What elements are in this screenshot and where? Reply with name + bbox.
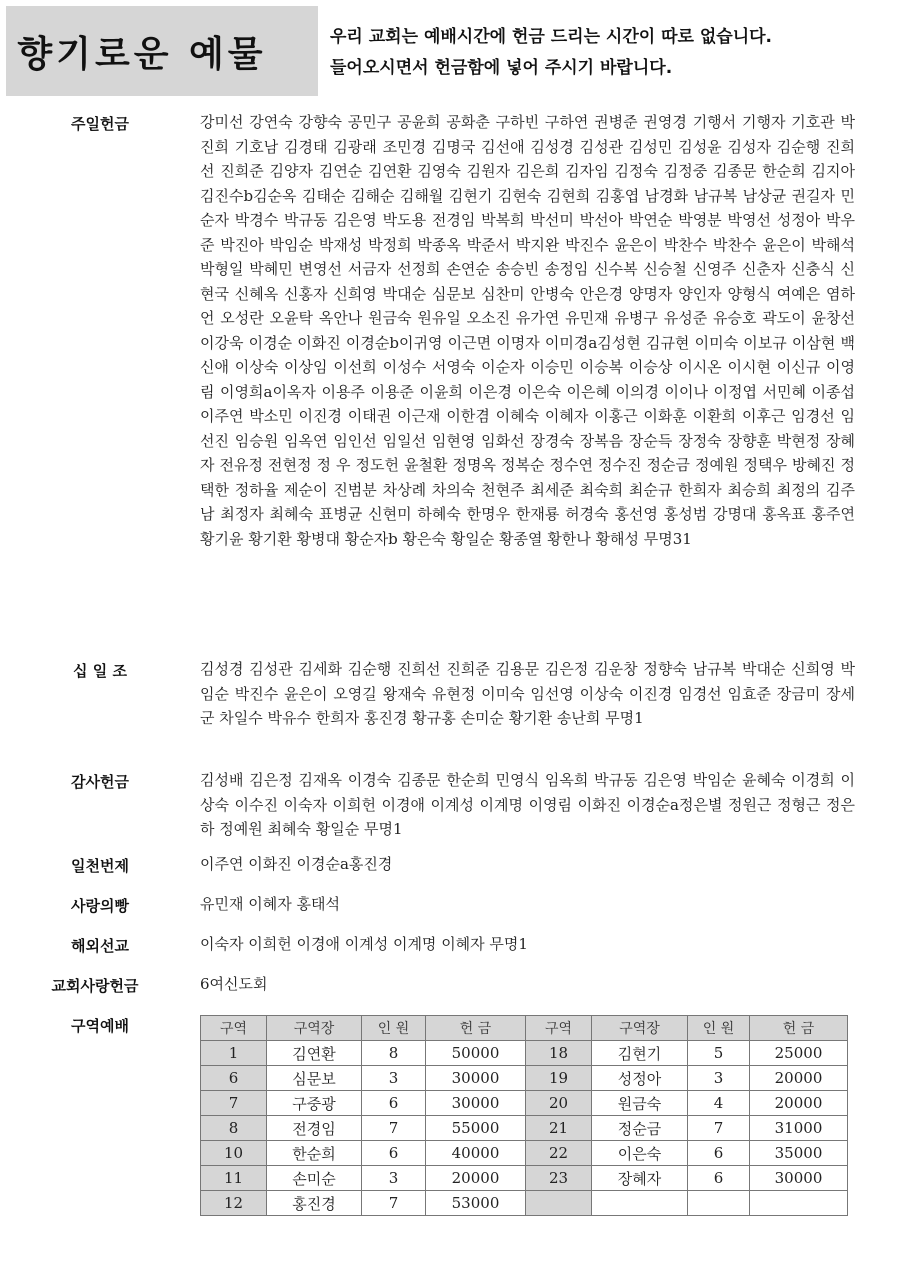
section-label: 일천번제 [71, 857, 129, 875]
cell-empty [688, 1191, 750, 1216]
cell-district: 10 [201, 1141, 267, 1166]
cell-offering: 30000 [426, 1066, 526, 1091]
cell-offering: 25000 [750, 1041, 848, 1066]
cell-district: 12 [201, 1191, 267, 1216]
section-names: 유민재 이혜자 홍태석 [200, 895, 340, 913]
cell-offering: 31000 [750, 1116, 848, 1141]
district-table [200, 1015, 848, 1216]
cell-members: 3 [362, 1066, 426, 1091]
cell-leader: 구중광 [267, 1091, 362, 1116]
cell-offering: 30000 [426, 1091, 526, 1116]
header-district: 구역 [201, 1016, 267, 1041]
header-members: 인 원 [362, 1016, 426, 1041]
cell-members: 3 [688, 1066, 750, 1091]
section-label: 구역예배 [71, 1017, 129, 1035]
section-names: 이주연 이화진 이경순a홍진경 [200, 855, 393, 873]
header-leader: 구역장 [592, 1016, 688, 1041]
header-members: 인 원 [688, 1016, 750, 1041]
cell-leader: 전경임 [267, 1116, 362, 1141]
cell-district: 11 [201, 1166, 267, 1191]
table-row [201, 1091, 848, 1116]
header-district: 구역 [526, 1016, 592, 1041]
cell-offering: 20000 [750, 1091, 848, 1116]
cell-district: 1 [201, 1041, 267, 1066]
cell-leader: 정순금 [592, 1116, 688, 1141]
cell-leader: 손미순 [267, 1166, 362, 1191]
table-row [201, 1116, 848, 1141]
header-leader: 구역장 [267, 1016, 362, 1041]
cell-offering: 50000 [426, 1041, 526, 1066]
cell-offering: 30000 [750, 1166, 848, 1191]
notice-line-2: 들어오시면서 헌금함에 넣어 주시기 바랍니다. [330, 58, 673, 78]
cell-district: 6 [201, 1066, 267, 1091]
table-row [201, 1041, 848, 1066]
cell-offering: 20000 [426, 1166, 526, 1191]
cell-empty [526, 1191, 592, 1216]
cell-leader: 김현기 [592, 1041, 688, 1066]
cell-members: 6 [362, 1141, 426, 1166]
section-names: 김성경 김성관 김세화 김순행 진희선 진희준 김용문 김은정 김운창 정향숙 남규복 박대순 신희영 박임순 박진수 윤은이 오영길 왕재숙 유현정 이미숙 임선영 이상숙 이진경 임경선 임효준 장금미 장세군 차일수 박유수 한희자 홍진경 황규홍 손미순 황기환 송난희 무명1 [200, 660, 855, 727]
section-names: 이숙자 이희헌 이경애 이계성 이계명 이혜자 무명1 [200, 935, 528, 953]
notice [330, 22, 890, 84]
cell-members: 6 [362, 1091, 426, 1116]
cell-offering: 35000 [750, 1141, 848, 1166]
cell-members: 4 [688, 1091, 750, 1116]
cell-empty [750, 1191, 848, 1216]
table-row [201, 1141, 848, 1166]
cell-leader: 한순희 [267, 1141, 362, 1166]
cell-leader: 심문보 [267, 1066, 362, 1091]
header-offering: 헌 금 [750, 1016, 848, 1041]
title-box [6, 6, 318, 96]
section-label: 사랑의빵 [71, 897, 129, 915]
cell-district: 21 [526, 1116, 592, 1141]
cell-members: 7 [362, 1191, 426, 1216]
table-row [201, 1166, 848, 1191]
cell-offering: 40000 [426, 1141, 526, 1166]
section-names: 강미선 강연숙 강향숙 공민구 공윤희 공화춘 구하빈 구하연 권병준 권영경 기행서 기행자 기호관 박진희 기호남 김경태 김광래 조민경 김명국 김선애 김성경 김성관 김성민 김성윤 김성자 김순행 진희선 진희준 김양자 김연순 김연환 김영숙 김원자 김은희 김자임 김정숙 김정중 김종문 한순희 김지아 김진수b김순옥 김태순 김해순 김해월 김현기 김현숙 김현희 김홍엽 남경화 남규복 남상균 권길자 민순자 박경수 박규동 김은영 박도용 전경임 박복희 박선미 박선아 박연순 박영분 박영선 성정아 박우준 박진아 박임순 박재성 박정희 박종옥 박준서 박지완 박진수 윤은이 박찬수 박찬수 윤은이 박해석 박형일 박혜민 변영선 서금자 선정희 손연순 송승빈 송정임 신수복 신승철 신영주 신춘자 신충식 신현국 신혜옥 신홍자 신희영 박대순 심문보 심찬미 안병숙 안은경 양명자 양인자 양형식 여예은 염하언 오성란 오윤탁 옥안나 원금숙 원유일 오소진 유가연 유민재 유병구 유성준 유승호 곽도이 윤창선 이강욱 이경순 이화진 이경순b이귀영 이근면 이명자 이미경a김성현 김규현 이미숙 이보규 이삼현 백신애 이상숙 이상임 이선희 이성수 서영숙 이순자 이승민 이승복 이승상 이시온 이시현 이신규 이영림 이영희a이옥자 이용주 이용준 이윤희 이은경 이은숙 이은혜 이의경 이이나 이정엽 서민혜 이종섭 이주연 박소민 이진경 이태권 이근재 이한겸 이혜숙 이혜자 이홍근 이화훈 이환희 이후근 임경선 임선진 임승원 임옥연 임인선 임일선 임현영 임화선 장경숙 장복음 장순득 장정숙 장향훈 박현정 장혜자 전유정 전현정 정 우 정도헌 윤철환 정명옥 정복순 정수연 정수진 정순금 정예원 정택우 방혜진 정택한 정하율 제순이 진범분 차상례 차의숙 천현주 최세준 최숙희 최순규 한희자 최승희 최정의 김주남 최정자 최혜숙 표병균 신현미 하혜숙 한명우 한재룡 허경숙 홍선영 홍성범 강명대 홍옥표 홍주연 황기윤 황기환 황병대 황순자b 황은숙 황일순 황종열 황한나 황해성 무명31 [200, 113, 855, 548]
page-title: 향기로운 예물 [17, 33, 267, 75]
table-header-row [201, 1016, 848, 1041]
section-names: 김성배 김은정 김재옥 이경숙 김종문 한순희 민영식 임옥희 박규동 김은영 박임순 윤혜숙 이경희 이상숙 이수진 이숙자 이희헌 이경애 이계성 이계명 이영림 이화진 이경순a정은별 정원근 정형근 정은하 정예원 최혜숙 황일순 무명1 [200, 771, 855, 838]
section-label: 십 일 조 [73, 662, 127, 680]
cell-district: 8 [201, 1116, 267, 1141]
cell-district: 7 [201, 1091, 267, 1116]
cell-members: 7 [688, 1116, 750, 1141]
cell-offering: 53000 [426, 1191, 526, 1216]
cell-leader: 성정아 [592, 1066, 688, 1091]
cell-district: 22 [526, 1141, 592, 1166]
cell-members: 7 [362, 1116, 426, 1141]
header-offering: 헌 금 [426, 1016, 526, 1041]
cell-leader: 홍진경 [267, 1191, 362, 1216]
cell-members: 5 [688, 1041, 750, 1066]
cell-district: 20 [526, 1091, 592, 1116]
section-label: 교회사랑헌금 [51, 977, 139, 995]
cell-leader: 장혜자 [592, 1166, 688, 1191]
cell-offering: 20000 [750, 1066, 848, 1091]
section-label: 감사헌금 [71, 773, 129, 791]
cell-district: 18 [526, 1041, 592, 1066]
cell-empty [592, 1191, 688, 1216]
cell-district: 23 [526, 1166, 592, 1191]
cell-leader: 이은숙 [592, 1141, 688, 1166]
section-names: 6여신도회 [200, 975, 268, 993]
section-label: 해외선교 [71, 937, 129, 955]
cell-district: 19 [526, 1066, 592, 1091]
table-row [201, 1191, 848, 1216]
cell-members: 6 [688, 1166, 750, 1191]
cell-members: 3 [362, 1166, 426, 1191]
cell-members: 8 [362, 1041, 426, 1066]
cell-members: 6 [688, 1141, 750, 1166]
section-label: 주일헌금 [71, 115, 129, 133]
notice-line-1: 우리 교회는 예배시간에 헌금 드리는 시간이 따로 없습니다. [330, 27, 773, 47]
cell-leader: 원금숙 [592, 1091, 688, 1116]
cell-leader: 김연환 [267, 1041, 362, 1066]
table-row [201, 1066, 848, 1091]
cell-offering: 55000 [426, 1116, 526, 1141]
